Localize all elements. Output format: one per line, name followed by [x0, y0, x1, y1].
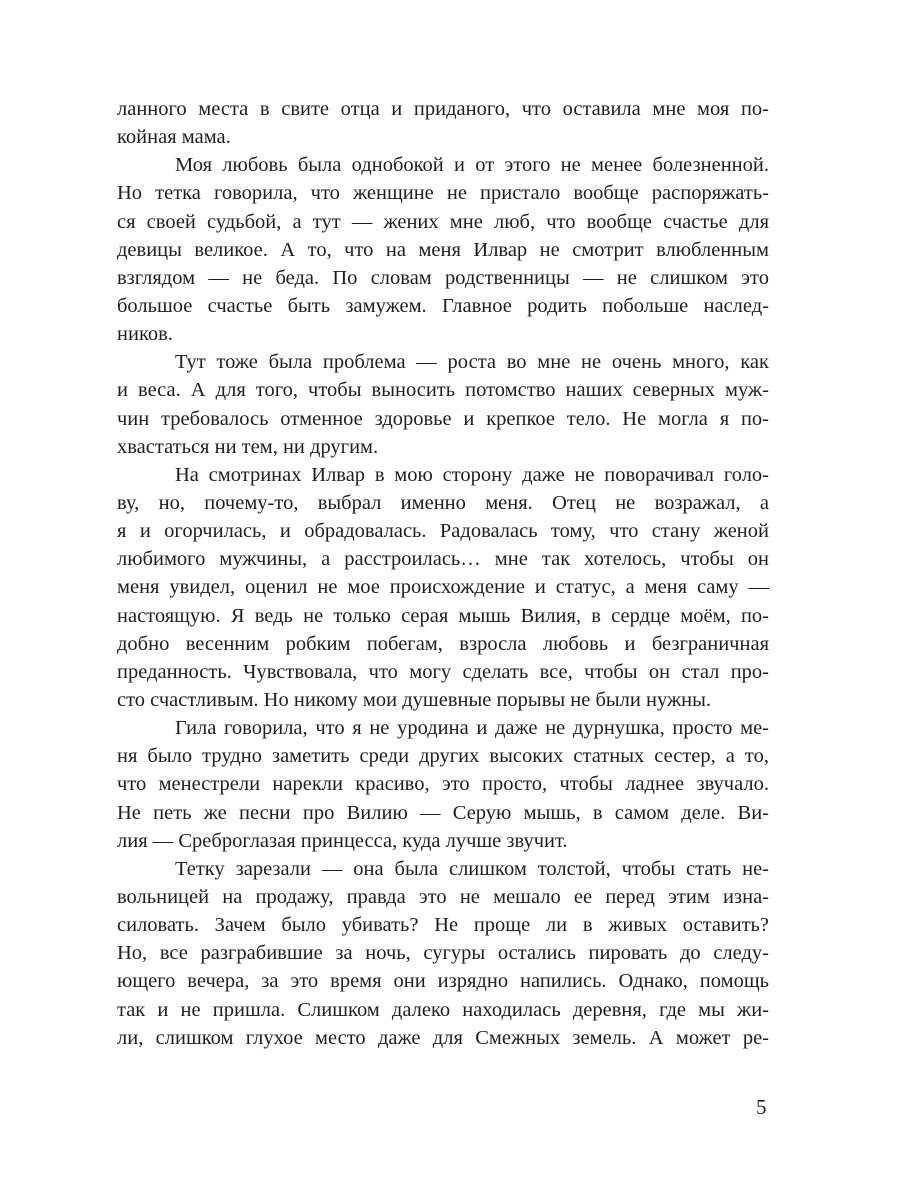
- text-line: что менестрели нарекли красиво, это просто, чтобы ладнее звучало.: [117, 773, 769, 796]
- text-line: ланного места в свите отца и приданого, что оставила мне моя по-: [117, 98, 769, 120]
- text-line: ников.: [117, 323, 173, 346]
- text-line: Гила говорила, что я не уродина и даже не дурнушка, просто ме-: [175, 717, 769, 740]
- text-line: и веса. А для того, чтобы выносить потомство наших северных муж-: [117, 379, 769, 402]
- text-line: так и не пришла. Слишком далеко находилась деревня, где мы жи-: [117, 998, 769, 1021]
- text-line: силовать. Зачем было убивать? Не проще ли в живых оставить?: [117, 914, 769, 937]
- text-line: На смотринах Илвар в мою сторону даже не поворачивал голо-: [175, 463, 769, 486]
- text-line: Моя любовь была однобокой и от этого не менее болезненной.: [175, 154, 769, 177]
- text-line: любимого мужчины, а расстроилась… мне так хотелось, чтобы он: [117, 548, 769, 571]
- body-text: [117, 95, 769, 1052]
- text-line: Тут тоже была проблема — роста во мне не очень много, как: [175, 351, 769, 374]
- page-number: 5: [756, 1095, 767, 1119]
- text-line: ня было трудно заметить среди других высоких статных сестер, а то,: [117, 745, 769, 768]
- text-line: хвастаться ни тем, ни другим.: [117, 435, 379, 458]
- text-line: лия — Среброглазая принцесса, куда лучше звучит.: [117, 829, 568, 852]
- text-line: взглядом — не беда. По словам родственницы — не слишком это: [117, 266, 769, 289]
- text-line: добно весенним робким побегам, взросла любовь и безграничная: [117, 632, 769, 655]
- text-line: чин требовалось отменное здоровье и крепкое тело. Не могла я по-: [117, 407, 769, 430]
- text-line: Тетку зарезали — она была слишком толстой, чтобы стать не-: [175, 857, 769, 880]
- text-line: сто счастливым. Но никому мои душевные порывы не были нужны.: [117, 688, 711, 711]
- text-line: настоящую. Я ведь не только серая мышь Вилия, в сердце моём, по-: [117, 604, 769, 627]
- text-line: меня увидел, оценил не мое происхождение и статус, а меня саму —: [117, 576, 769, 599]
- text-line: девицы великое. А то, что на меня Илвар не смотрит влюбленным: [117, 238, 769, 261]
- text-line: ся своей судьбой, а тут — жених мне люб, что вообще счастье для: [117, 210, 769, 233]
- text-line: койная мама.: [117, 126, 231, 149]
- text-line: я и огорчилась, и обрадовалась. Радовалась тому, что стану женой: [117, 520, 769, 543]
- text-line: Но тетка говорила, что женщине не пристало вообще распоряжать-: [117, 182, 769, 205]
- text-line: ву, но, почему-то, выбрал именно меня. Отец не возражал, а: [117, 491, 769, 514]
- text-line: ющего вечера, за это время они изрядно напились. Однако, помощь: [117, 970, 769, 993]
- text-line: вольницей на продажу, правда это не мешало ее перед этим изна-: [117, 885, 769, 908]
- text-line: большое счастье быть замужем. Главное родить побольше наслед-: [117, 294, 769, 317]
- text-line: Не петь же песни про Вилию — Серую мышь, в самом деле. Ви-: [117, 801, 769, 824]
- text-line: преданность. Чувствовала, что могу сделать все, чтобы он стал про-: [117, 660, 769, 683]
- text-line: ли, слишком глухое место даже для Смежных земель. А может ре-: [117, 1026, 769, 1049]
- text-line: Но, все разграбившие за ночь, сугуры остались пировать до следу-: [117, 942, 769, 965]
